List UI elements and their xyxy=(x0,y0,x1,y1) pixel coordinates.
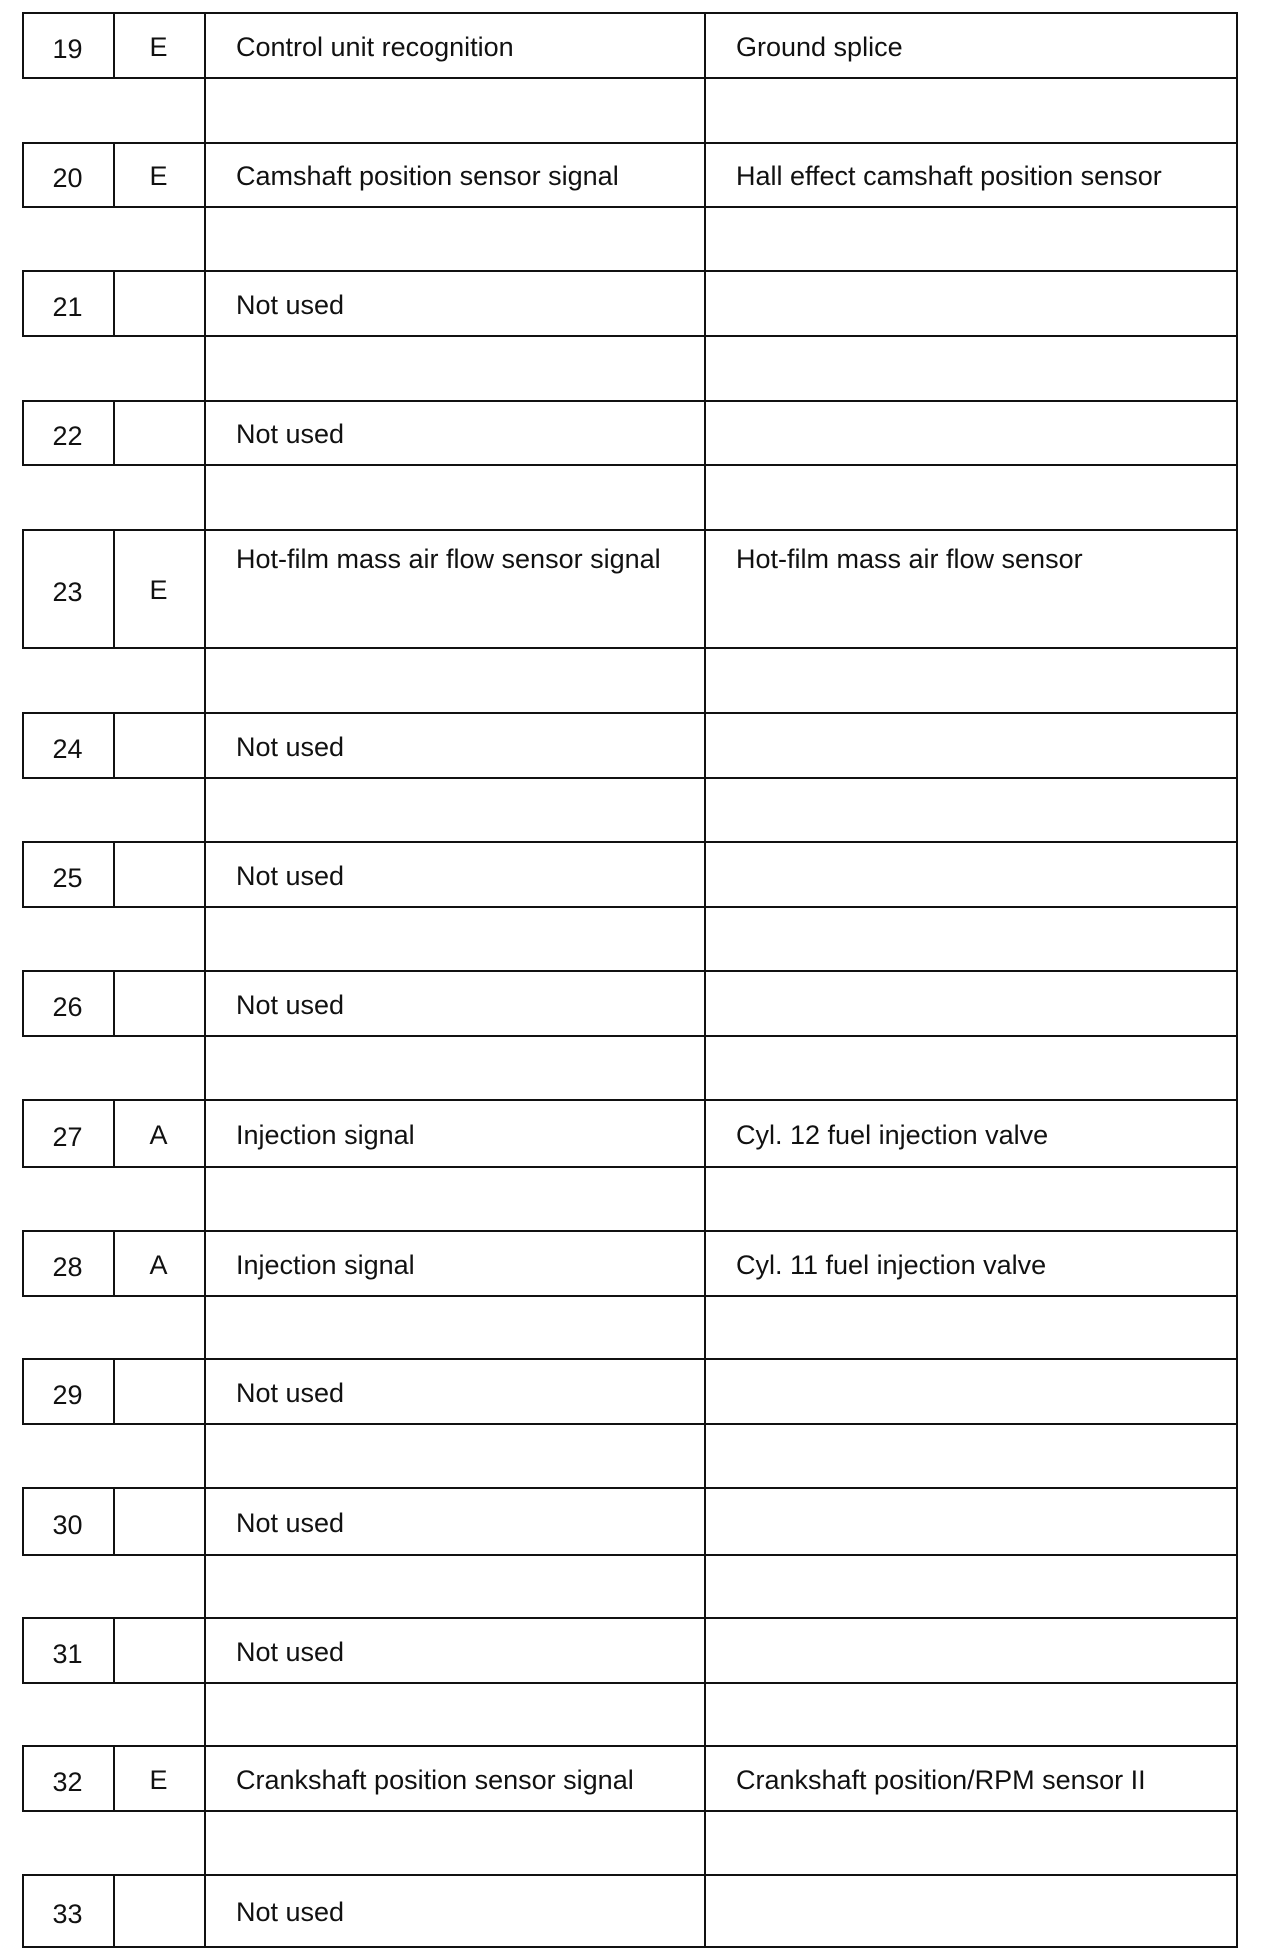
row-column-rule xyxy=(704,1358,706,1425)
spacer-column-rule xyxy=(704,777,706,841)
signal-description: Not used xyxy=(236,731,345,762)
spacer-column-rule xyxy=(704,1166,706,1230)
signal-description: Not used xyxy=(236,989,345,1020)
spacer-column-rule xyxy=(1236,1554,1238,1617)
row-column-rule xyxy=(1236,1230,1238,1297)
row-column-rule xyxy=(204,270,206,337)
signal-description: Crankshaft position sensor signal xyxy=(236,1764,634,1795)
spacer-column-rule xyxy=(704,1810,706,1874)
pin-number: 25 xyxy=(52,862,83,893)
spacer-column-rule xyxy=(1236,77,1238,142)
row-column-rule xyxy=(704,970,706,1037)
row-column-rule xyxy=(1236,1487,1238,1556)
spacer-column-rule xyxy=(1236,464,1238,529)
row-column-rule xyxy=(1236,1617,1238,1684)
spacer-column-rule xyxy=(1236,1295,1238,1358)
connected-component: Hall effect camshaft position sensor xyxy=(736,161,1162,191)
row-column-rule xyxy=(1236,841,1238,908)
signal-type: E xyxy=(149,1764,168,1795)
row-column-rule xyxy=(704,142,706,208)
signal-description: Hot-film mass air flow sensor signal xyxy=(236,544,661,574)
row-column-rule xyxy=(704,1745,706,1812)
pin-number: 29 xyxy=(52,1379,83,1410)
row-column-rule xyxy=(204,1230,206,1297)
pin-number: 26 xyxy=(52,991,83,1022)
spacer-column-rule xyxy=(204,1166,206,1230)
row-column-rule xyxy=(1236,970,1238,1037)
row-column-rule xyxy=(1236,529,1238,649)
row-column-rule xyxy=(204,1745,206,1812)
spacer-column-rule xyxy=(204,777,206,841)
spacer-column-rule xyxy=(1236,1810,1238,1874)
signal-description: Not used xyxy=(236,419,345,449)
pin-number: 33 xyxy=(52,1899,83,1929)
row-column-rule xyxy=(704,529,706,649)
spacer-column-rule xyxy=(704,1682,706,1745)
row-column-rule xyxy=(113,1358,115,1425)
row-column-rule xyxy=(113,1617,115,1684)
signal-description: Not used xyxy=(236,289,345,320)
signal-type: E xyxy=(149,31,168,62)
signal-description: Injection signal xyxy=(236,1249,415,1280)
spacer-column-rule xyxy=(704,1423,706,1487)
signal-description: Not used xyxy=(236,1377,345,1408)
connected-component: Ground splice xyxy=(736,31,903,62)
spacer-column-rule xyxy=(204,335,206,400)
spacer-column-rule xyxy=(1236,206,1238,270)
pin-number: 21 xyxy=(52,291,83,322)
signal-description: Not used xyxy=(236,860,345,891)
spacer-column-rule xyxy=(704,206,706,270)
spacer-column-rule xyxy=(204,1295,206,1358)
pin-number: 32 xyxy=(52,1766,83,1797)
pin-number: 27 xyxy=(52,1121,83,1152)
row-column-rule xyxy=(704,841,706,908)
row-column-rule xyxy=(113,1874,115,1948)
spacer-column-rule xyxy=(204,206,206,270)
row-column-rule xyxy=(704,1230,706,1297)
signal-type: A xyxy=(149,1249,168,1280)
spacer-column-rule xyxy=(1236,906,1238,970)
row-column-rule xyxy=(1236,270,1238,337)
row-column-rule xyxy=(204,1358,206,1425)
row-column-rule xyxy=(204,712,206,779)
pin-number: 19 xyxy=(52,33,83,64)
spacer-column-rule xyxy=(1236,1035,1238,1099)
row-column-rule xyxy=(704,270,706,337)
row-column-rule xyxy=(704,1099,706,1168)
spacer-column-rule xyxy=(704,77,706,142)
spacer-column-rule xyxy=(1236,1423,1238,1487)
signal-description: Not used xyxy=(236,1897,345,1927)
signal-description: Injection signal xyxy=(236,1119,415,1150)
pin-number: 28 xyxy=(52,1251,83,1282)
signal-type: E xyxy=(149,161,168,191)
signal-description: Not used xyxy=(236,1507,345,1538)
signal-description: Camshaft position sensor signal xyxy=(236,161,619,191)
spacer-column-rule xyxy=(704,647,706,712)
row-column-rule xyxy=(113,1487,115,1556)
row-column-rule xyxy=(204,12,206,79)
row-column-rule xyxy=(1236,12,1238,79)
row-column-rule xyxy=(113,270,115,337)
spacer-column-rule xyxy=(204,464,206,529)
row-column-rule xyxy=(1236,1745,1238,1812)
spacer-column-rule xyxy=(204,1810,206,1874)
row-column-rule xyxy=(204,400,206,466)
signal-description: Not used xyxy=(236,1636,345,1667)
spacer-column-rule xyxy=(1236,335,1238,400)
row-column-rule xyxy=(704,1874,706,1948)
row-column-rule xyxy=(704,400,706,466)
row-column-rule xyxy=(704,712,706,779)
pin-number: 22 xyxy=(52,421,83,451)
pin-number: 23 xyxy=(52,577,83,607)
row-column-rule xyxy=(704,1617,706,1684)
spacer-column-rule xyxy=(204,1035,206,1099)
spacer-column-rule xyxy=(204,906,206,970)
spacer-column-rule xyxy=(204,1554,206,1617)
spacer-column-rule xyxy=(704,1554,706,1617)
pin-number: 30 xyxy=(52,1509,83,1540)
spacer-column-rule xyxy=(204,1423,206,1487)
spacer-column-rule xyxy=(704,464,706,529)
connected-component: Cyl. 12 fuel injection valve xyxy=(736,1119,1049,1150)
row-column-rule xyxy=(1236,712,1238,779)
row-column-rule xyxy=(204,1099,206,1168)
spacer-column-rule xyxy=(204,77,206,142)
row-column-rule xyxy=(113,712,115,779)
row-column-rule xyxy=(204,841,206,908)
spacer-column-rule xyxy=(704,335,706,400)
row-column-rule xyxy=(1236,1874,1238,1948)
spacer-column-rule xyxy=(1236,1166,1238,1230)
row-column-rule xyxy=(113,400,115,466)
signal-type: E xyxy=(149,575,168,605)
connected-component: Hot-film mass air flow sensor xyxy=(736,544,1083,574)
signal-description: Control unit recognition xyxy=(236,31,514,62)
row-column-rule xyxy=(204,142,206,208)
spacer-column-rule xyxy=(204,647,206,712)
row-column-rule xyxy=(204,970,206,1037)
row-column-rule xyxy=(204,529,206,649)
spacer-column-rule xyxy=(1236,647,1238,712)
row-column-rule xyxy=(1236,1358,1238,1425)
spacer-column-rule xyxy=(704,1295,706,1358)
row-column-rule xyxy=(113,841,115,908)
row-column-rule xyxy=(1236,400,1238,466)
signal-type: A xyxy=(149,1119,168,1150)
row-column-rule xyxy=(1236,142,1238,208)
row-column-rule xyxy=(1236,1099,1238,1168)
row-column-rule xyxy=(204,1487,206,1556)
spacer-column-rule xyxy=(1236,1682,1238,1745)
spacer-column-rule xyxy=(204,1682,206,1745)
row-column-rule xyxy=(204,1617,206,1684)
pin-number: 24 xyxy=(52,733,83,764)
row-column-rule xyxy=(113,970,115,1037)
spacer-column-rule xyxy=(704,906,706,970)
row-column-rule xyxy=(704,1487,706,1556)
pin-number: 20 xyxy=(52,163,83,193)
row-column-rule xyxy=(204,1874,206,1948)
spacer-column-rule xyxy=(704,1035,706,1099)
row-column-rule xyxy=(704,12,706,79)
connected-component: Crankshaft position/RPM sensor II xyxy=(736,1764,1146,1795)
connected-component: Cyl. 11 fuel injection valve xyxy=(736,1249,1047,1280)
spacer-column-rule xyxy=(1236,777,1238,841)
pin-number: 31 xyxy=(52,1638,83,1669)
